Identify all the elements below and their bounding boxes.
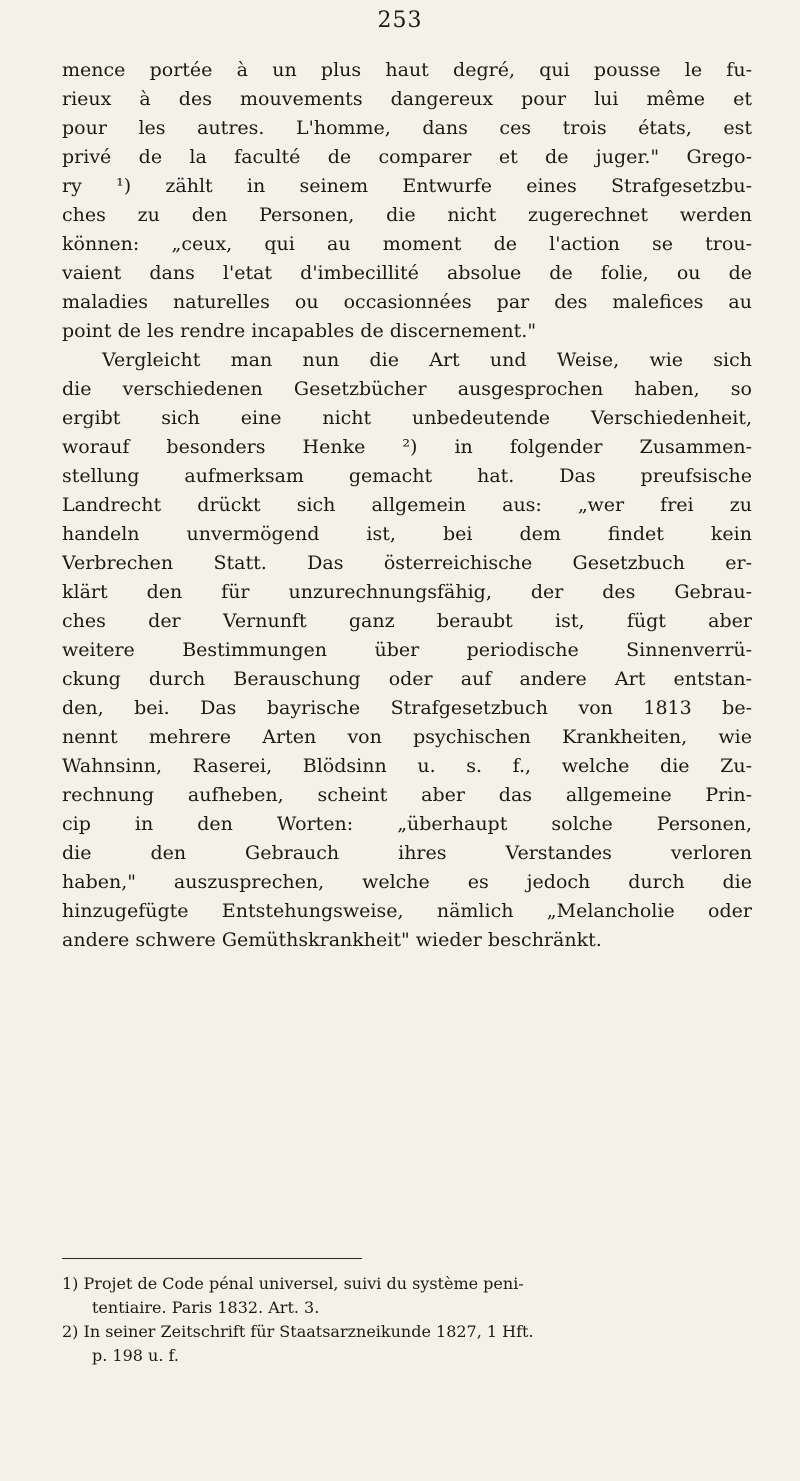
- text-line: andere schwere Gemüthskrankheit" wieder beschränkt.: [62, 929, 602, 951]
- text-line: ches zu den Personen, die nicht zugerechnet werden: [62, 204, 752, 226]
- footnote-line: tentiaire. Paris 1832. Art. 3.: [92, 1298, 320, 1317]
- text-line: cip in den Worten: „überhaupt solche Personen,: [62, 813, 752, 835]
- text-line: ry ¹) zählt in seinem Entwurfe eines Strafgesetzbu-: [62, 175, 752, 197]
- text-line: mence portée à un plus haut degré, qui pousse le fu-: [62, 59, 752, 81]
- text-line: haben," auszusprechen, welche es jedoch durch die: [62, 871, 752, 893]
- text-line: vaient dans l'etat d'imbecillité absolue de folie, ou de: [62, 262, 752, 284]
- text-line: ergibt sich eine nicht unbedeutende Verschiedenheit,: [62, 407, 752, 429]
- footnote-divider: [62, 1258, 362, 1259]
- footnote-line: p. 198 u. f.: [92, 1346, 179, 1365]
- footnotes: [62, 1272, 752, 1368]
- text-line: den, bei. Das bayrische Strafgesetzbuch von 1813 be-: [62, 697, 752, 719]
- text-line: Vergleicht man nun die Art und Weise, wie sich: [102, 349, 752, 371]
- text-line: klärt den für unzurechnungsfähig, der des Gebrau-: [62, 581, 752, 603]
- text-line: weitere Bestimmungen über periodische Sinnenverrü-: [62, 639, 752, 661]
- footnote-line: 2) In seiner Zeitschrift für Staatsarzneikunde 1827, 1 Hft.: [62, 1322, 534, 1341]
- text-line: hinzugefügte Entstehungsweise, nämlich „Melancholie oder: [62, 900, 752, 922]
- text-line: die verschiedenen Gesetzbücher ausgesprochen haben, so: [62, 378, 752, 400]
- text-line: Verbrechen Statt. Das österreichische Gesetzbuch er-: [62, 552, 752, 574]
- text-line: Wahnsinn, Raserei, Blödsinn u. s. f., welche die Zu-: [62, 755, 752, 777]
- page-number: 253: [377, 8, 423, 33]
- text-line: rechnung aufheben, scheint aber das allgemeine Prin-: [62, 784, 752, 806]
- text-line: handeln unvermögend ist, bei dem findet kein: [62, 523, 752, 545]
- text-line: nennt mehrere Arten von psychischen Krankheiten, wie: [62, 726, 752, 748]
- text-line: die den Gebrauch ihres Verstandes verloren: [62, 842, 752, 864]
- footnote-line: 1) Projet de Code pénal universel, suivi du système peni-: [62, 1274, 524, 1293]
- text-line: worauf besonders Henke ²) in folgender Zusammen-: [62, 436, 752, 458]
- text-line: point de les rendre incapables de discernement.": [62, 320, 537, 342]
- text-line: pour les autres. L'homme, dans ces trois états, est: [62, 117, 752, 139]
- main-text: [62, 56, 752, 955]
- text-line: stellung aufmerksam gemacht hat. Das preufsische: [62, 465, 752, 487]
- text-line: Landrecht drückt sich allgemein aus: „wer frei zu: [62, 494, 752, 516]
- text-line: ches der Vernunft ganz beraubt ist, fügt aber: [62, 610, 752, 632]
- text-line: ckung durch Berauschung oder auf andere Art entstan-: [62, 668, 752, 690]
- text-line: können: „ceux, qui au moment de l'action se trou-: [62, 233, 752, 255]
- text-line: rieux à des mouvements dangereux pour lui même et: [62, 88, 752, 110]
- text-line: maladies naturelles ou occasionnées par des malefices au: [62, 291, 752, 313]
- text-line: privé de la faculté de comparer et de juger." Grego-: [62, 146, 752, 168]
